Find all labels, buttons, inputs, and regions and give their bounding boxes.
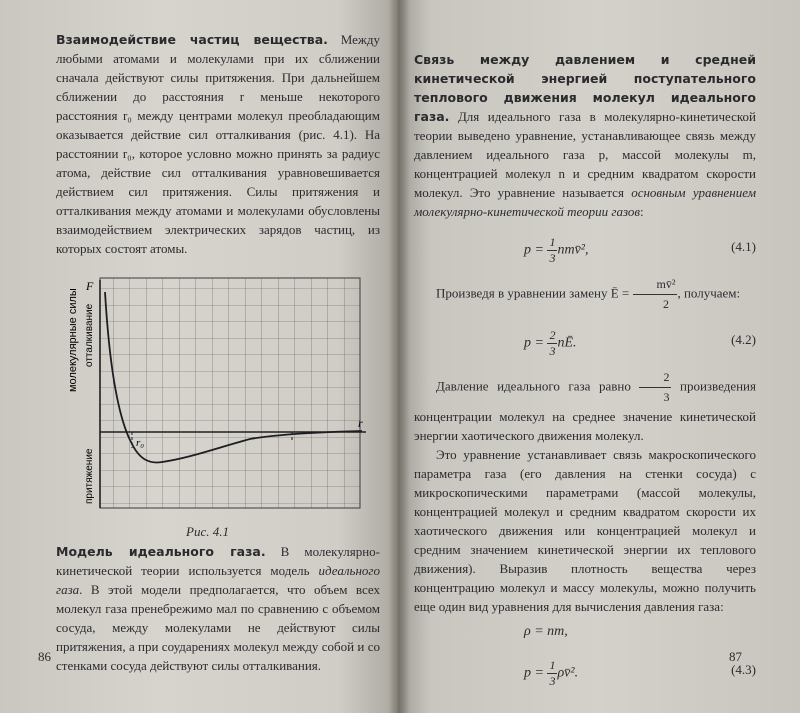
substitution-paragraph	[414, 275, 756, 314]
formula-4-2-expression	[524, 328, 577, 359]
molecular-force-chart	[67, 272, 380, 512]
substitution-text-a: Произведя в уравнении замену Ē =	[436, 285, 633, 301]
x-axis-label: r	[358, 416, 363, 430]
r0-label: r₀	[136, 437, 145, 449]
y-axis-label: F	[86, 279, 94, 293]
basic-equation-term: основным уравнением молекулярно-кинетической теории газов	[414, 185, 756, 219]
formula-4-1-rhs: nmv̄²,	[557, 242, 589, 258]
side-label-forces: молекулярные силы	[67, 288, 79, 392]
pressure-statement-denominator: 3	[663, 390, 670, 404]
side-label-repulsion: отталкивание	[84, 303, 95, 367]
formula-4-3-number: (4.3)	[731, 662, 756, 677]
side-label-attraction: притяжение	[84, 448, 95, 504]
section-interaction-paragraph	[56, 30, 380, 258]
formula-4-3-expression	[524, 658, 578, 689]
page-number-right: 87	[729, 649, 742, 664]
right-page	[398, 0, 800, 713]
substitution-numerator: mv̄²	[633, 275, 678, 295]
formula-4-2-numerator: 2	[549, 328, 556, 342]
section-ideal-gas-text-b: . В этой модели предполагается, что объем всех молекул газа пренебрежимо мал по сравнению с объемом сосуда, между молекулами не действуют силы притяжения, а при соударениях молекул между собой и со стенками сосуда действуют силы отталкивания.	[56, 582, 380, 673]
formula-4-2-rhs: nĒ.	[557, 335, 577, 351]
chart-grid	[100, 278, 360, 508]
formula-4-3	[414, 654, 756, 688]
formula-4-2-fraction	[547, 328, 557, 359]
section-ideal-gas-heading: Модель идеального газа.	[56, 544, 266, 559]
formula-4-3-rhs: ρv̄².	[557, 665, 579, 681]
section-interaction-text: Между любыми атомами и молекулами при их сближении сначала действуют силы притяжения. При дальнейшем сближении до расстояния r меньше некоторого расстояния r₀ между центрами молекул преобладающим оказывается действие сил отталкивания (рис. 4.1). На расстоянии r₀, которое условно можно принять за радиус атома, действие сил отталкивания уравновешивается действием сил притяжения. Силы притяжения и отталкивания между атомами и молекулами обусловлены взаимодействием электрических зарядов частиц, из которых состоят атомы.	[56, 32, 380, 256]
left-page	[0, 0, 398, 713]
pressure-energy-text: Для идеального газа в молекулярно-кинетической теории выведено уравнение, устанавливающее связь между давлением идеального газа p, массой молекулы m, концентрацией молекул n и средним квадратом скорости молекул. Это уравнение называется	[414, 109, 756, 200]
formula-density	[414, 622, 756, 644]
formula-4-1-fraction	[547, 235, 557, 266]
substitution-text-b: , получаем:	[677, 285, 741, 301]
formula-4-2	[414, 324, 756, 358]
formula-4-2-number: (4.2)	[731, 332, 756, 347]
formula-4-1-number: (4.1)	[731, 239, 756, 254]
formula-4-3-fraction	[547, 658, 557, 689]
section-interaction-heading: Взаимодействие частиц вещества.	[56, 32, 328, 47]
formula-4-1-expression	[524, 235, 588, 266]
pressure-statement-fraction	[639, 368, 671, 407]
substitution-fraction	[633, 275, 678, 314]
formula-4-3-denominator: 3	[549, 674, 556, 688]
formula-4-2-lhs: p =	[524, 335, 548, 351]
pressure-statement-numerator: 2	[639, 368, 671, 388]
section-ideal-gas-text-a: В молекулярно-кинетической теории используется модель	[56, 544, 380, 578]
formula-4-2-denominator: 3	[549, 344, 556, 358]
ideal-gas-term: идеального газа	[56, 563, 380, 597]
pressure-statement-text-b: произведения концентрации молекул на среднее значение кинетической энергии хаотического движения молекул.	[414, 378, 756, 443]
section-ideal-gas-paragraph	[56, 542, 380, 675]
formula-4-1-numerator: 1	[549, 235, 556, 249]
macro-micro-paragraph: Это уравнение устанавливает связь макроскопического параметра газа (его давления на стенки сосуда) с микроскопическими параметрами (массой молекулы, концентрацией молекул и средним квадратом скорости их хаотического движения или концентрацией молекул и средним значением кинетической энергии их теплового движения). Выразив плотность вещества через концентрацию молекул и массу молекулы, можно получить еще один вид уравнения для вычисления давления газа:	[414, 447, 756, 614]
page-number-left: 86	[38, 649, 51, 664]
formula-4-1-lhs: p =	[524, 242, 548, 258]
figure-caption: Рис. 4.1	[186, 524, 229, 539]
formula-density-expression: ρ = nm,	[524, 624, 568, 639]
formula-4-1-denominator: 3	[549, 251, 556, 265]
pressure-statement-paragraph	[414, 368, 756, 445]
pressure-energy-paragraph	[414, 50, 756, 221]
formula-4-3-lhs: p =	[524, 665, 548, 681]
figure-4-1	[56, 272, 380, 542]
pressure-energy-heading: Связь между давлением и средней кинетической энергией поступательного теплового движения молекул идеального газа.	[414, 52, 756, 124]
substitution-denominator: 2	[662, 297, 669, 311]
formula-4-1	[414, 231, 756, 265]
pressure-statement-text-a: Давление идеального газа равно	[436, 378, 640, 394]
pressure-energy-text-end: :	[640, 204, 644, 219]
formula-4-3-numerator: 1	[549, 658, 556, 672]
book-spine-shadow	[388, 0, 410, 713]
